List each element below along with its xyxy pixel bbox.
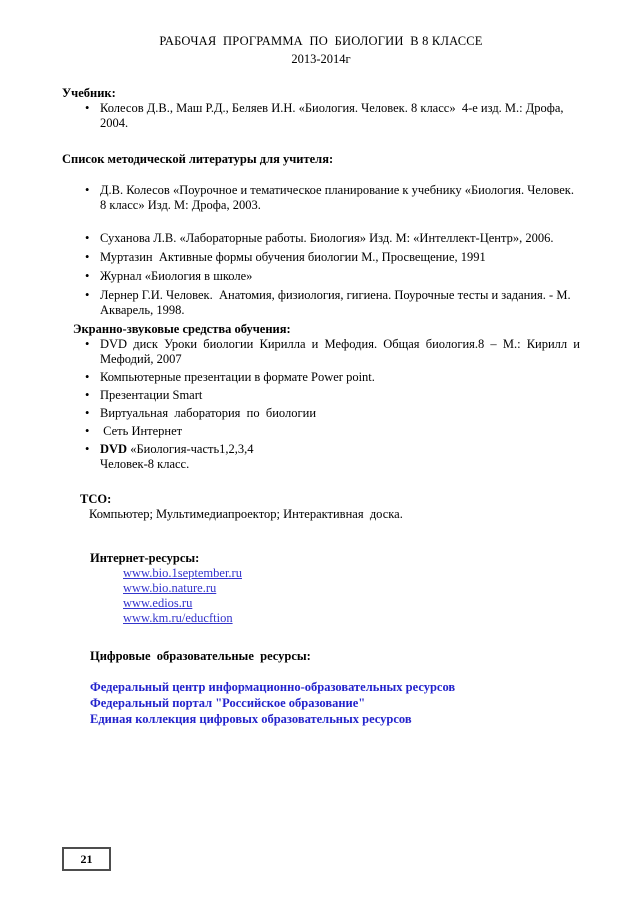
internet-resources-heading: Интернет-ресурсы: (90, 551, 200, 565)
method-literature-item: • Журнал «Биология в школе» (100, 269, 580, 284)
internet-link[interactable]: www.edios.ru (123, 596, 193, 610)
screen-sound-item: • Сеть Интернет (100, 424, 580, 439)
screen-sound-list (62, 337, 580, 472)
tso-text: Компьютер; Мультимедиапроектор; Интерактивная доска. (89, 507, 403, 521)
link-row (123, 611, 580, 626)
tso-heading: ТСО: (80, 492, 112, 506)
internet-link[interactable]: www.bio.nature.ru (123, 581, 217, 595)
method-literature-item: • Д.В. Колесов «Поурочное и тематическое планирование к учебнику «Биология. Человек. 8 класс» Изд. М: Дрофа, 2003. (100, 183, 580, 213)
internet-link[interactable]: www.bio.1september.ru (123, 566, 242, 580)
method-literature-item: • Лернер Г.И. Человек. Анатомия, физиология, гигиена. Поурочные тесты и задания. - М. Акварель, 1998. (100, 288, 580, 318)
method-literature-item: • Суханова Л.В. «Лабораторные работы. Биология» Изд. М: «Интеллект-Центр», 2006. (100, 231, 580, 246)
screen-sound-item: • Компьютерные презентации в формате Power point. (100, 370, 580, 385)
internet-link[interactable]: www.km.ru/educftion (123, 611, 233, 625)
method-literature-item: • Муртазин Активные формы обучения биологии М., Просвещение, 1991 (100, 250, 580, 265)
method-literature-heading: Список методической литературы для учителя: (62, 152, 334, 166)
dvd-item-line2: Человек-8 класс. (100, 457, 190, 471)
screen-sound-item: • Виртуальная лаборатория по биологии (100, 406, 580, 421)
section-screen-sound (62, 322, 580, 472)
page-title: РАБОЧАЯ ПРОГРАММА ПО БИОЛОГИИ В 8 КЛАССЕ (159, 34, 483, 48)
section-internet-resources (62, 551, 580, 626)
textbook-heading: Учебник: (62, 86, 116, 100)
page-number-box (62, 847, 111, 871)
screen-sound-sublist (100, 370, 580, 439)
page-number: 21 (80, 851, 93, 866)
method-literature-list (62, 183, 580, 318)
screen-sound-item: • Презентации Smart (100, 388, 580, 403)
section-tso (62, 492, 580, 522)
link-row (123, 566, 580, 581)
digital-links (90, 679, 580, 727)
link-row (123, 581, 580, 596)
section-textbook (62, 86, 580, 131)
dvd-item-text: «Биология-часть1,2,3,4 (127, 442, 254, 456)
textbook-list (62, 101, 580, 131)
section-method-literature (62, 152, 580, 318)
digital-resources-heading: Цифровые образовательные ресурсы: (90, 649, 311, 663)
digital-resource-link[interactable]: Единая коллекция цифровых образовательных ресурсов (90, 712, 412, 726)
title-block (62, 34, 580, 67)
screen-sound-dvd-lessons-item: • DVD диск Уроки биологии Кирилла и Мефодия. Общая биология.8 – М.: Кирилл и Мефодий, 2007 (100, 337, 580, 367)
textbook-list-item: • Колесов Д.В., Маш Р.Д., Беляев И.Н. «Биология. Человек. 8 класс» 4-е изд. М.: Дрофа, 2004. (100, 101, 580, 131)
digital-resource-link[interactable]: Федеральный портал "Российское образование" (90, 696, 366, 710)
screen-sound-dvd-item (100, 442, 580, 472)
section-digital-resources (62, 649, 580, 727)
link-row (123, 596, 580, 611)
dvd-label: DVD (100, 442, 128, 456)
school-year: 2013-2014г (291, 52, 351, 66)
screen-sound-heading: Экранно-звуковые средства обучения: (73, 322, 291, 336)
digital-resource-link[interactable]: Федеральный центр информационно-образовательных ресурсов (90, 680, 456, 694)
internet-links (123, 566, 580, 626)
